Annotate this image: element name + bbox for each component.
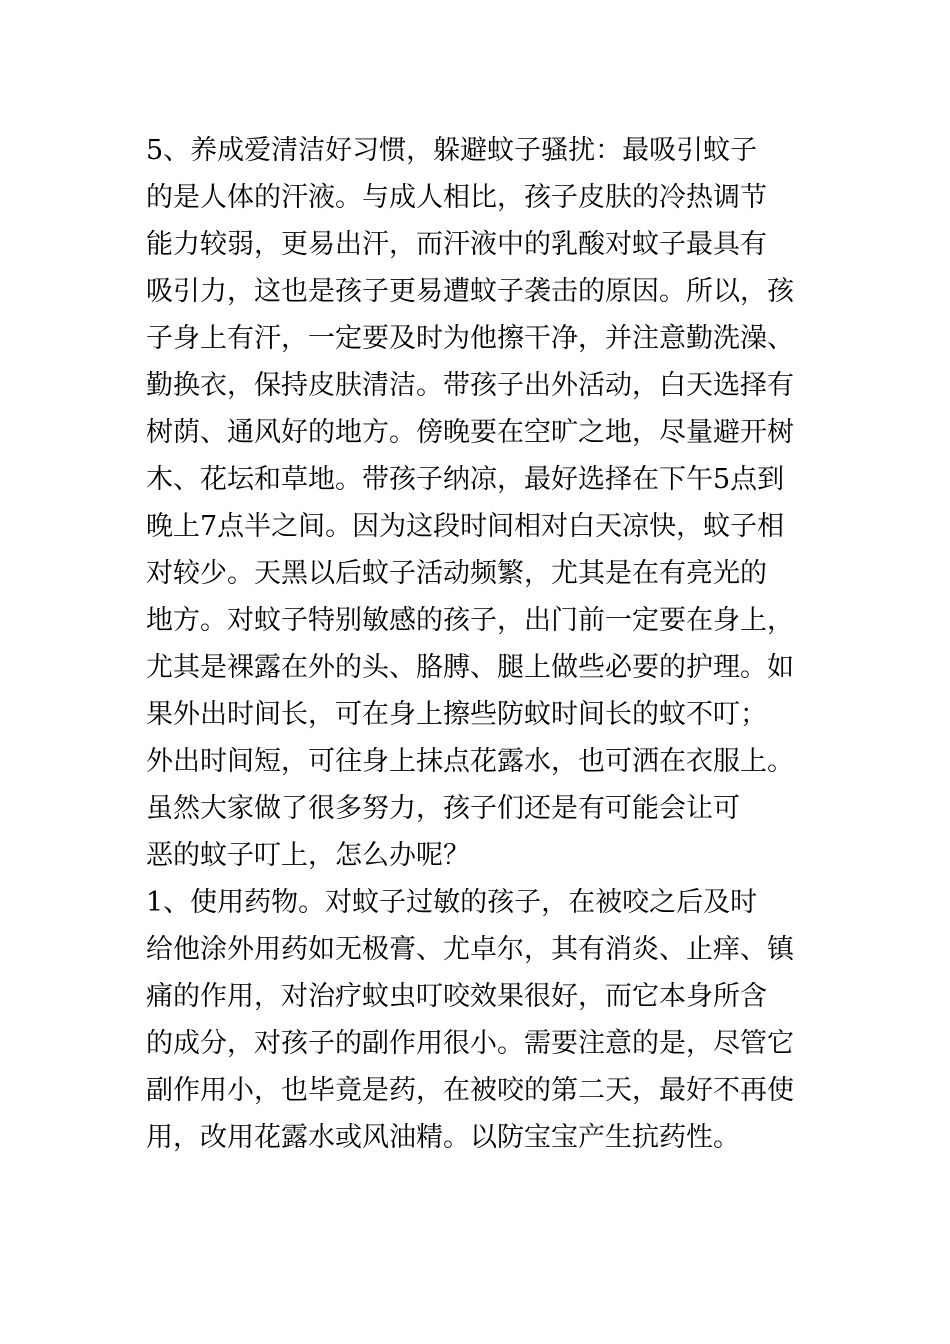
text-line: 副作用小，也毕竟是药，在被咬的第二天，最好不再使 [146, 1075, 794, 1106]
text-line: 对较少。天黑以后蚊子活动频繁，尤其是在有亮光的 [146, 558, 767, 589]
text-line: 地方。对蚊子特别敏感的孩子，出门前一定要在身上， [146, 605, 794, 636]
text-line: 树荫、通风好的地方。傍晚要在空旷之地，尽量避开树 [146, 417, 794, 448]
text-line: 的成分，对孩子的副作用很小。需要注意的是，尽管它 [146, 1028, 794, 1059]
text-line: 5、养成爱清洁好习惯，躲避蚊子骚扰：最吸引蚊子 [146, 135, 758, 166]
text-line: 吸引力，这也是孩子更易遭蚊子袭击的原因。所以，孩 [146, 276, 794, 307]
text-line: 尤其是裸露在外的头、胳膊、腿上做些必要的护理。如 [146, 652, 794, 683]
text-line: 晚上7点半之间。因为这段时间相对白天凉快，蚊子相 [146, 511, 785, 542]
text-line: 木、花坛和草地。带孩子纳凉，最好选择在下午5点到 [146, 464, 785, 495]
text-line: 的是人体的汗液。与成人相比，孩子皮肤的冷热调节 [146, 182, 767, 213]
text-line: 恶的蚊子叮上，怎么办呢？ [146, 840, 470, 871]
text-line: 用，改用花露水或风油精。以防宝宝产生抗药性。 [146, 1122, 740, 1153]
text-line: 勤换衣，保持皮肤清洁。带孩子出外活动，白天选择有 [146, 370, 794, 401]
text-line: 给他涂外用药如无极膏、尤卓尔，其有消炎、止痒、镇 [146, 934, 794, 965]
text-line: 虽然大家做了很多努力，孩子们还是有可能会让可 [146, 793, 740, 824]
text-line: 子身上有汗，一定要及时为他擦干净，并注意勤洗澡、 [146, 323, 794, 354]
text-line: 果外出时间长，可在身上擦些防蚊时间长的蚊不叮； [146, 699, 767, 730]
text-line: 痛的作用，对治疗蚊虫叮咬效果很好，而它本身所含 [146, 981, 767, 1012]
text-line: 1、使用药物。对蚊子过敏的孩子，在被咬之后及时 [146, 887, 758, 918]
text-line: 能力较弱，更易出汗，而汗液中的乳酸对蚊子最具有 [146, 229, 767, 260]
text-line: 外出时间短，可往身上抹点花露水，也可洒在衣服上。 [146, 746, 794, 777]
